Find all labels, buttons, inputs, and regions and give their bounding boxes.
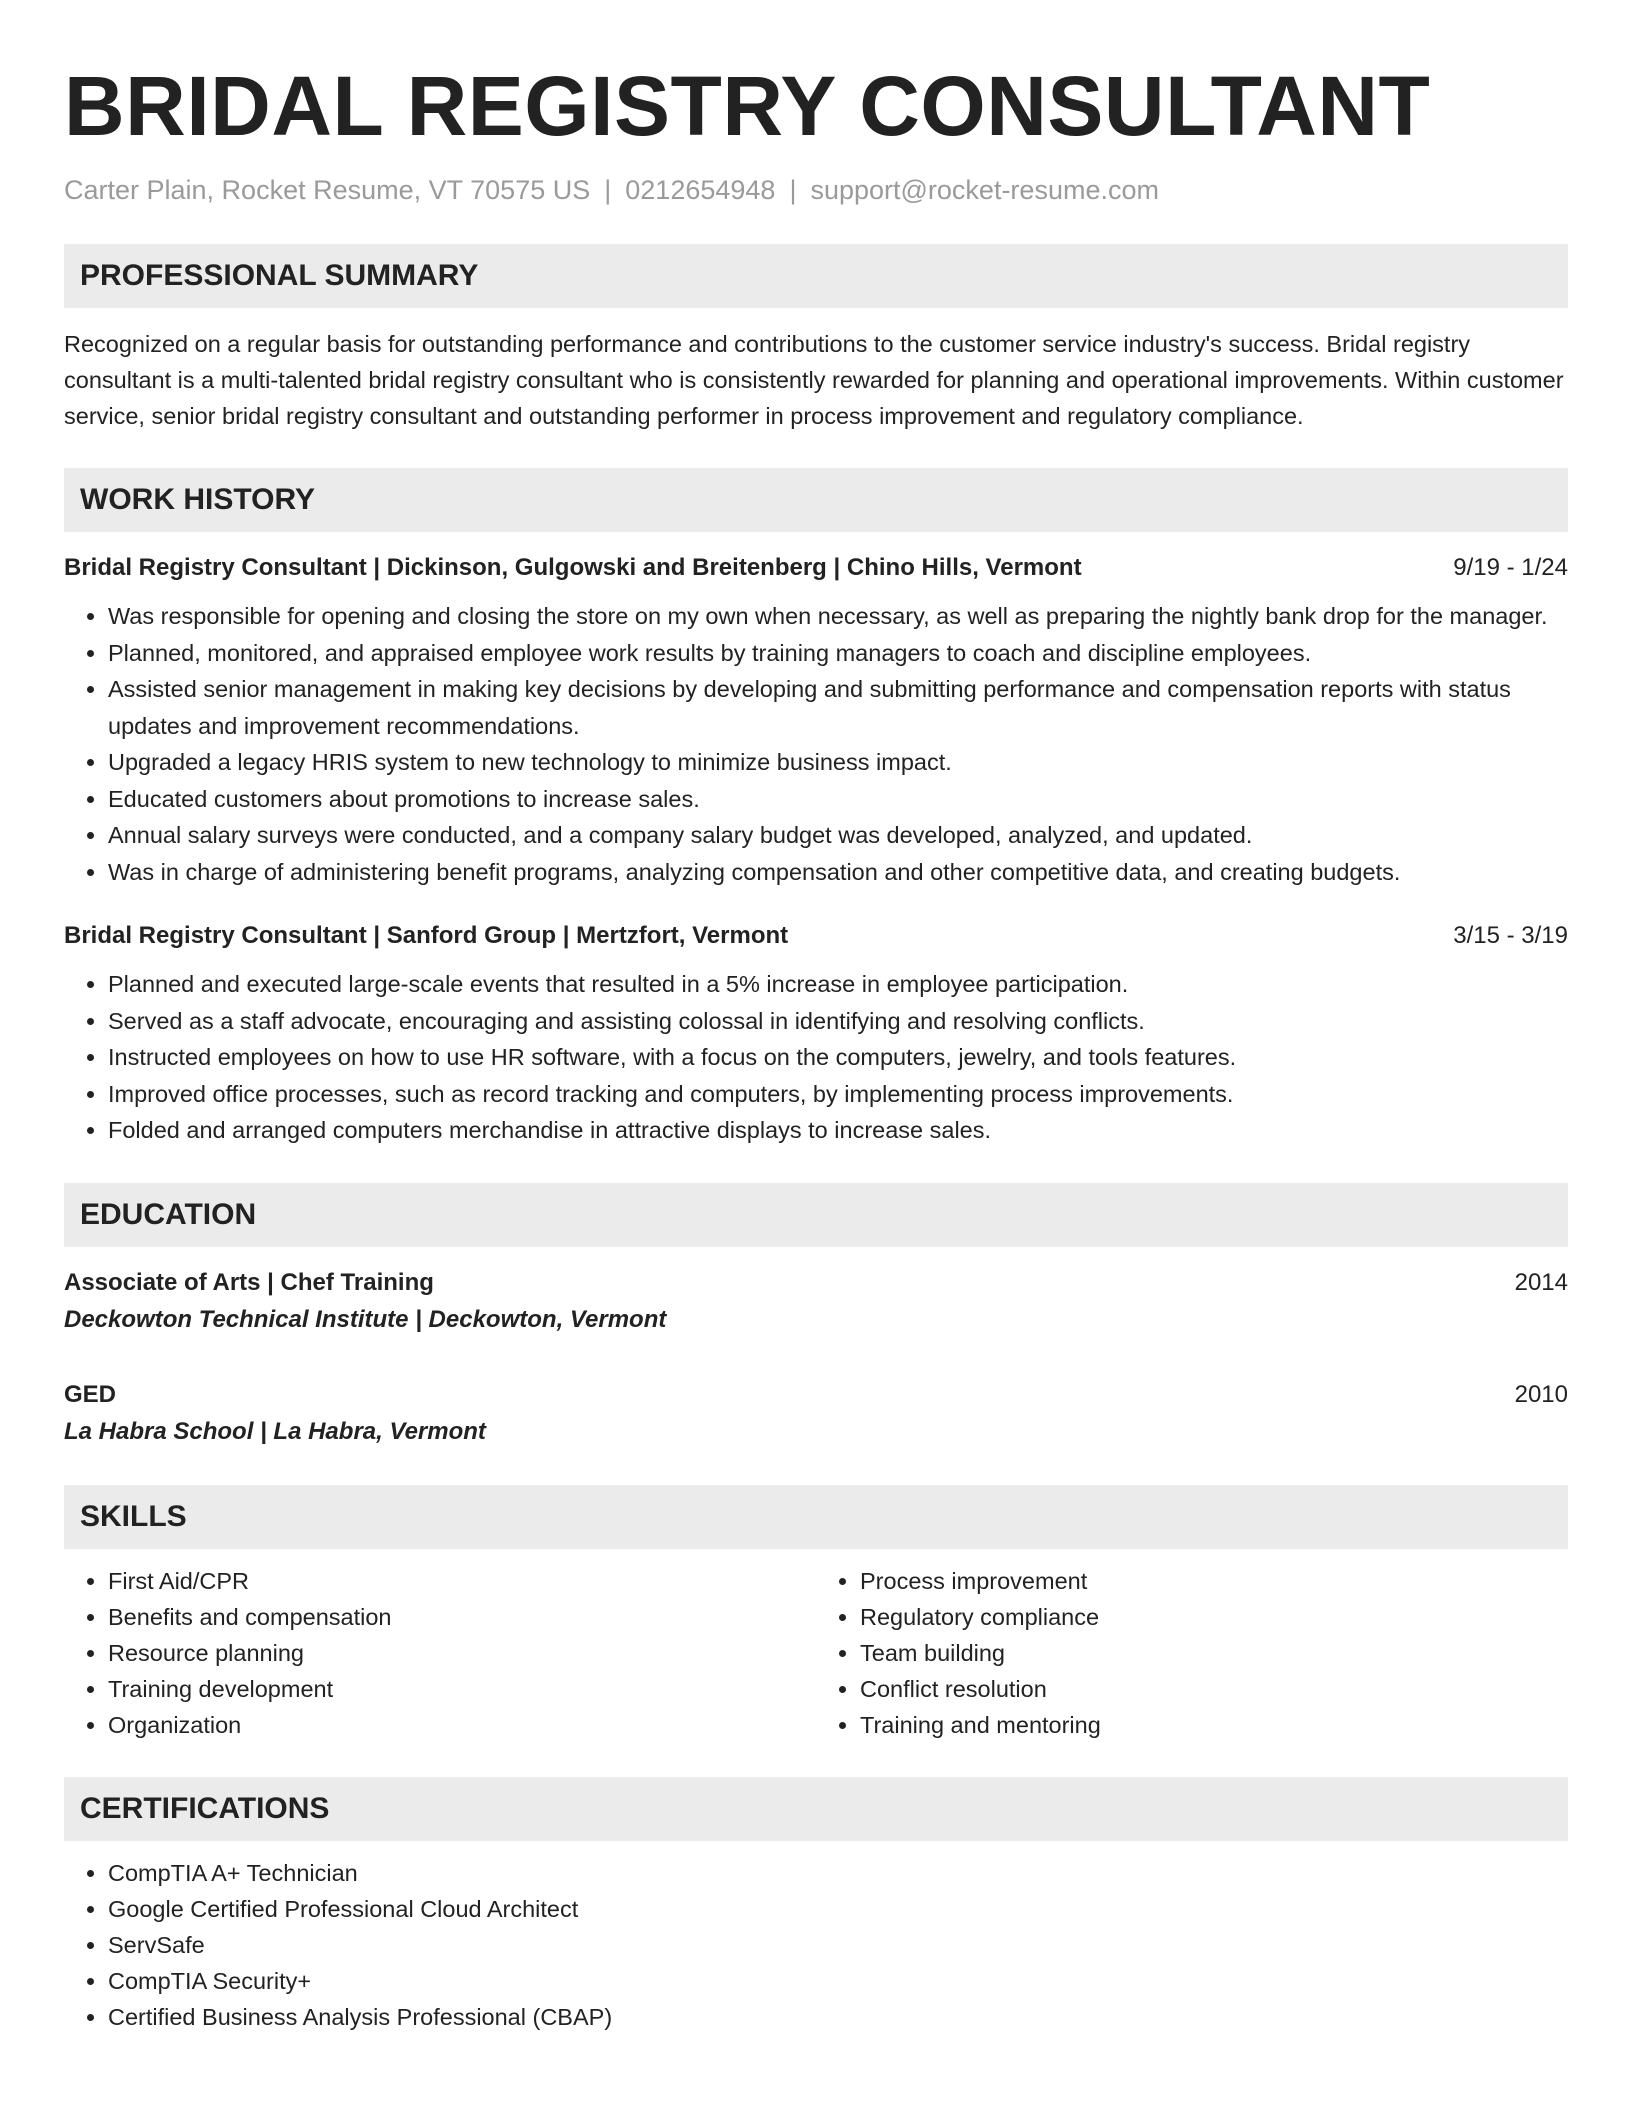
list-item: • Annual salary surveys were conducted, and a company salary budget was developed, analyzed, and updated.: [108, 817, 1568, 854]
list-item: • Assisted senior management in making key decisions by developing and submitting performance and compensation reports with status updates and improvement recommendations.: [108, 671, 1568, 744]
list-item: • Improved office processes, such as record tracking and computers, by implementing process improvements.: [108, 1076, 1568, 1113]
section-heading-skills: SKILLS: [64, 1485, 1568, 1549]
skills-list: [64, 1563, 1568, 1743]
list-item: • Folded and arranged computers merchandise in attractive displays to increase sales.: [108, 1112, 1568, 1149]
job-header: [64, 918, 1568, 954]
section-heading-certifications: CERTIFICATIONS: [64, 1777, 1568, 1841]
contact-line: [64, 174, 1568, 206]
education-header: [64, 1377, 1568, 1413]
page-title: BRIDAL REGISTRY CONSULTANT: [64, 59, 1431, 153]
summary-text: Recognized on a regular basis for outstanding performance and contributions to the customer service industry's success. Bridal registry consultant is a multi-talented bridal registry consultant who is consistently rewarded for planning and operational improvements. Within customer service, senior bridal registry consultant and outstanding performer in process improvement and regulatory compliance.: [64, 331, 1564, 430]
job-title: Bridal Registry Consultant | Sanford Group | Mertzfort, Vermont: [64, 922, 789, 950]
list-item: • Process improvement: [860, 1563, 1568, 1599]
section-heading-summary: PROFESSIONAL SUMMARY: [64, 244, 1568, 308]
list-item: • Planned, monitored, and appraised employee work results by training managers to coach and discipline employees.: [108, 635, 1568, 672]
list-item: • Training development: [108, 1671, 816, 1707]
list-item: • Training and mentoring: [860, 1707, 1568, 1743]
job-bullets: [64, 598, 1568, 890]
list-item: • Served as a staff advocate, encouraging and assisting colossal in identifying and resolving conflicts.: [108, 1003, 1568, 1040]
certifications-list: [64, 1855, 1568, 2035]
list-item: • CompTIA A+ Technician: [108, 1855, 1568, 1891]
list-item: • Regulatory compliance: [860, 1599, 1568, 1635]
list-item: • Was responsible for opening and closing the store on my own when necessary, as well as preparing the nightly bank drop for the manager.: [108, 598, 1568, 635]
contact-separator: |: [789, 175, 797, 205]
education-degree: Associate of Arts | Chef Training: [64, 1268, 434, 1296]
contact-separator: |: [604, 175, 612, 205]
education-school: Deckowton Technical Institute | Deckowton, Vermont: [64, 1305, 667, 1333]
education-year: 2014: [1514, 1268, 1568, 1296]
list-item: • ServSafe: [108, 1927, 1568, 1963]
list-item: • Planned and executed large-scale events that resulted in a 5% increase in employee participation.: [108, 966, 1568, 1003]
job-bullets: [64, 966, 1568, 1149]
education-degree: GED: [64, 1380, 117, 1408]
job-title: Bridal Registry Consultant | Dickinson, Gulgowski and Breitenberg | Chino Hills, Vermont: [64, 554, 1082, 582]
list-item: • Team building: [860, 1635, 1568, 1671]
list-item: • Was in charge of administering benefit programs, analyzing compensation and other competitive data, and creating budgets.: [108, 854, 1568, 891]
list-item: • Google Certified Professional Cloud Architect: [108, 1891, 1568, 1927]
list-item: • Certified Business Analysis Professional (CBAP): [108, 1999, 1568, 2035]
contact-address: Carter Plain, Rocket Resume, VT 70575 US: [64, 175, 591, 205]
job-dates: 9/19 - 1/24: [1453, 554, 1568, 582]
list-item: • Educated customers about promotions to increase sales.: [108, 781, 1568, 818]
list-item: • Resource planning: [108, 1635, 816, 1671]
job-header: [64, 550, 1568, 586]
education-header: [64, 1265, 1568, 1301]
section-heading-work-history: WORK HISTORY: [64, 468, 1568, 532]
education-school: La Habra School | La Habra, Vermont: [64, 1417, 486, 1445]
list-item: • Conflict resolution: [860, 1671, 1568, 1707]
list-item: • CompTIA Security+: [108, 1963, 1568, 1999]
contact-phone: 0212654948: [625, 175, 776, 205]
list-item: • Instructed employees on how to use HR software, with a focus on the computers, jewelry, and tools features.: [108, 1039, 1568, 1076]
job-dates: 3/15 - 3/19: [1453, 922, 1568, 950]
skills-column-right: [816, 1563, 1568, 1743]
education-entry: [64, 1265, 1568, 1339]
section-heading-education: EDUCATION: [64, 1183, 1568, 1247]
skills-column-left: [64, 1563, 816, 1743]
list-item: • First Aid/CPR: [108, 1563, 816, 1599]
contact-email: support@rocket-resume.com: [810, 175, 1159, 205]
education-entry: [64, 1377, 1568, 1451]
list-item: • Upgraded a legacy HRIS system to new technology to minimize business impact.: [108, 744, 1568, 781]
list-item: • Organization: [108, 1707, 816, 1743]
list-item: • Benefits and compensation: [108, 1599, 816, 1635]
education-year: 2010: [1514, 1380, 1568, 1408]
